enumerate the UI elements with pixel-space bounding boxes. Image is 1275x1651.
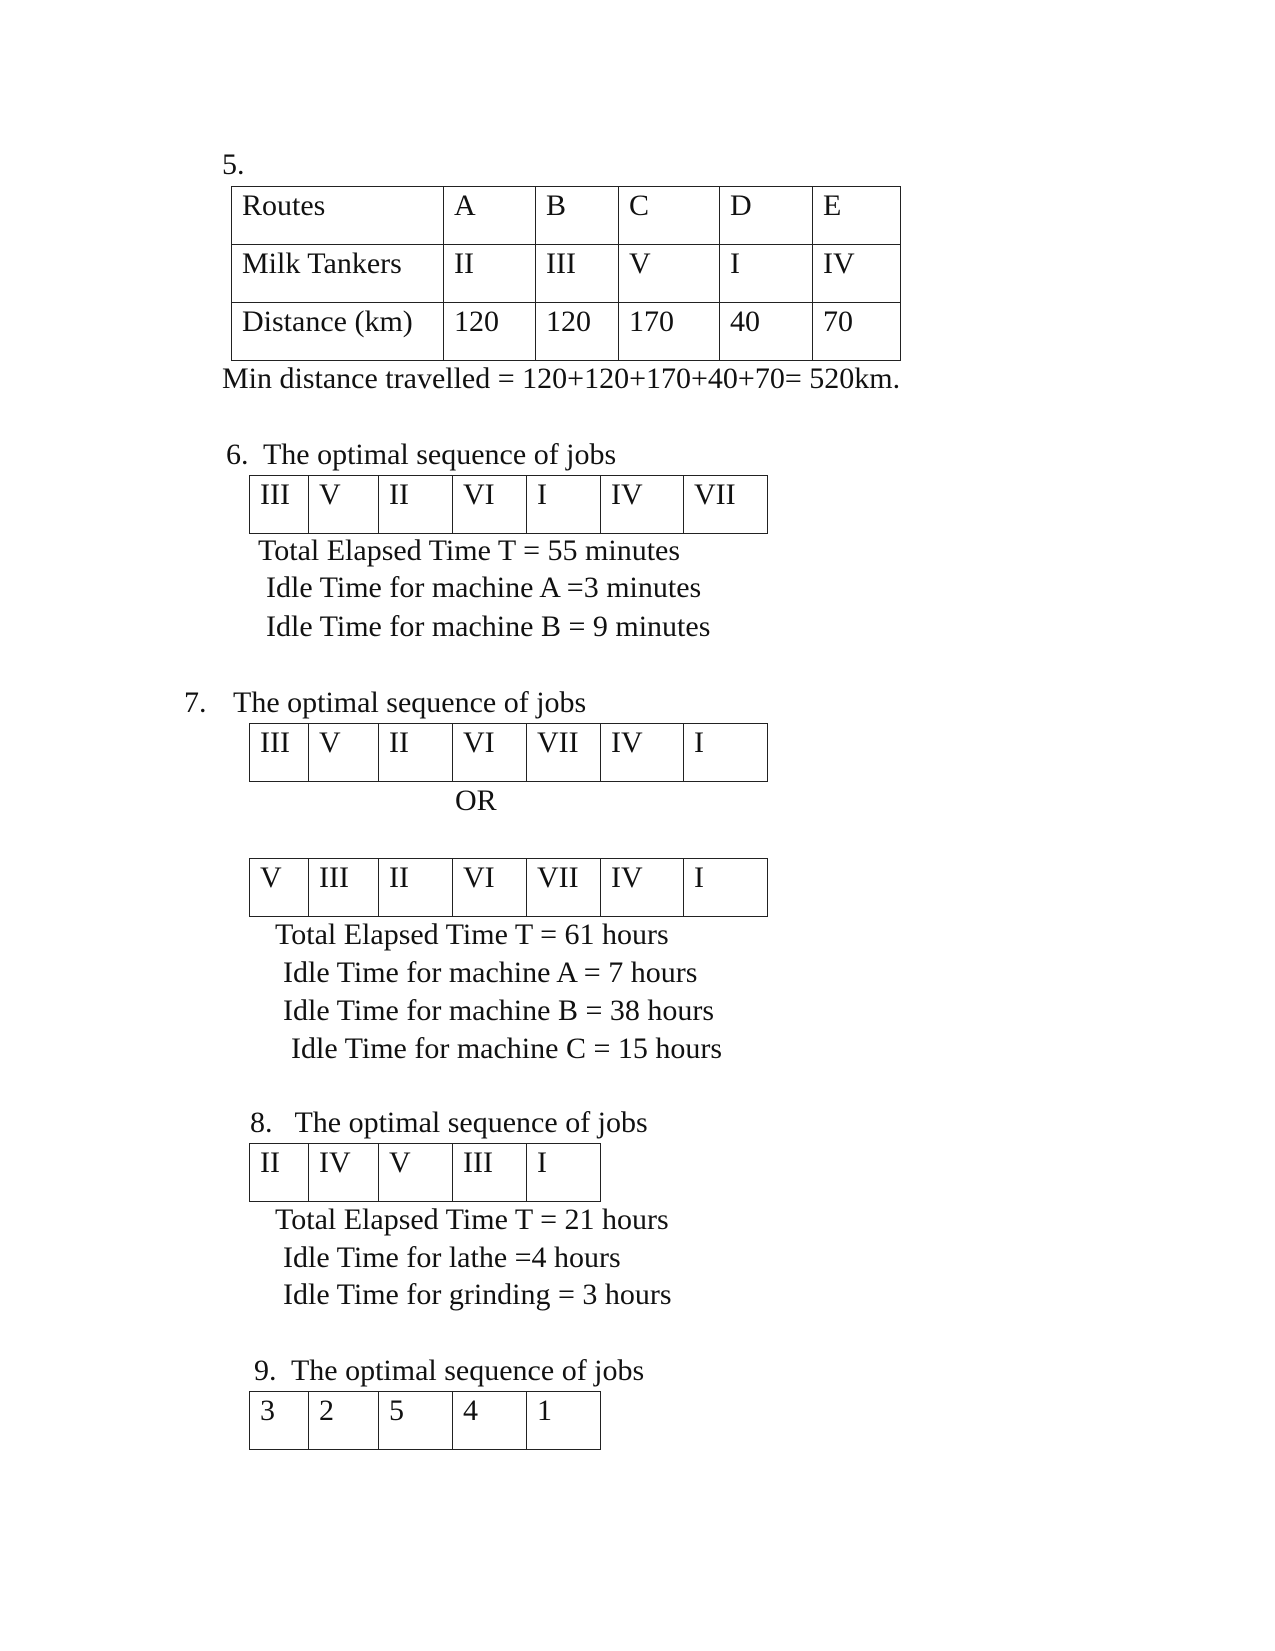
sequence-cell: 4 [463,1394,478,1427]
q7-sequence-table-2 [249,858,768,917]
sequence-cell: 2 [319,1394,334,1427]
q6-total-time: Total Elapsed Time T = 55 minutes [258,534,681,567]
q8-total-time: Total Elapsed Time T = 21 hours [275,1203,669,1236]
q9-sequence-table [249,1391,601,1450]
q7-idle-a: Idle Time for machine A = 7 hours [283,956,698,989]
or-label: OR [455,784,497,817]
table-row [250,476,768,534]
sequence-cell: II [389,861,409,894]
table-cell: A [454,189,476,222]
table-cell: V [629,247,651,280]
table-cell: II [454,247,474,280]
sequence-cell: I [694,726,704,759]
q7-heading: The optimal sequence of jobs [233,686,587,719]
routes-table [231,186,901,361]
sequence-cell: I [537,478,547,511]
q7-idle-b: Idle Time for machine B = 38 hours [283,994,715,1027]
sequence-cell: II [389,478,409,511]
sequence-cell: IV [611,478,643,511]
sequence-cell: III [260,478,290,511]
sequence-cell: VI [463,861,495,894]
q8-heading: 8. The optimal sequence of jobs [250,1106,648,1139]
q5-number: 5. [222,148,245,181]
table-cell: E [823,189,842,222]
sequence-cell: III [319,861,349,894]
sequence-cell: 1 [537,1394,552,1427]
table-row [250,1392,601,1450]
sequence-cell: III [260,726,290,759]
q6-idle-a: Idle Time for machine A =3 minutes [266,571,702,604]
table-cell: 120 [454,305,499,338]
sequence-cell: IV [319,1146,351,1179]
sequence-cell: V [260,861,282,894]
sequence-cell: VII [537,861,579,894]
table-cell: IV [823,247,855,280]
table-row [250,724,768,782]
table-row [232,245,901,303]
sequence-cell: I [537,1146,547,1179]
q7-sequence-table-1 [249,723,768,782]
sequence-cell: II [389,726,409,759]
sequence-cell: VII [694,478,736,511]
table-cell: III [546,247,576,280]
q8-idle-grinding: Idle Time for grinding = 3 hours [283,1278,672,1311]
sequence-cell: V [319,726,341,759]
q7-idle-c: Idle Time for machine C = 15 hours [291,1032,723,1065]
sequence-cell: IV [611,861,643,894]
sequence-cell: VI [463,726,495,759]
sequence-cell: VI [463,478,495,511]
row-label: Distance (km) [242,305,413,338]
q5-summary: Min distance travelled = 120+120+170+40+70= 520km. [222,362,901,395]
q9-heading: 9. The optimal sequence of jobs [254,1354,645,1387]
q6-sequence-table [249,475,768,534]
sequence-cell: IV [611,726,643,759]
sequence-cell: V [389,1146,411,1179]
q6-heading: 6. The optimal sequence of jobs [226,438,617,471]
sequence-cell: 3 [260,1394,275,1427]
sequence-cell: VII [537,726,579,759]
table-row [250,859,768,917]
table-cell: B [546,189,567,222]
table-row [232,303,901,361]
table-cell: 170 [629,305,674,338]
row-label: Routes [242,189,326,222]
sequence-cell: V [319,478,341,511]
sequence-cell: 5 [389,1394,404,1427]
table-cell: C [629,189,650,222]
row-label: Milk Tankers [242,247,402,280]
table-cell: 120 [546,305,591,338]
sequence-cell: III [463,1146,493,1179]
q7-total-time: Total Elapsed Time T = 61 hours [275,918,669,951]
table-cell: 40 [730,305,760,338]
sequence-cell: II [260,1146,280,1179]
q7-number: 7. [184,686,207,719]
table-cell: 70 [823,305,853,338]
table-cell: I [730,247,740,280]
q6-idle-b: Idle Time for machine B = 9 minutes [266,610,711,643]
table-row [250,1144,601,1202]
sequence-cell: I [694,861,704,894]
q8-sequence-table [249,1143,601,1202]
table-cell: D [730,189,752,222]
q8-idle-lathe: Idle Time for lathe =4 hours [283,1241,621,1274]
table-row [232,187,901,245]
